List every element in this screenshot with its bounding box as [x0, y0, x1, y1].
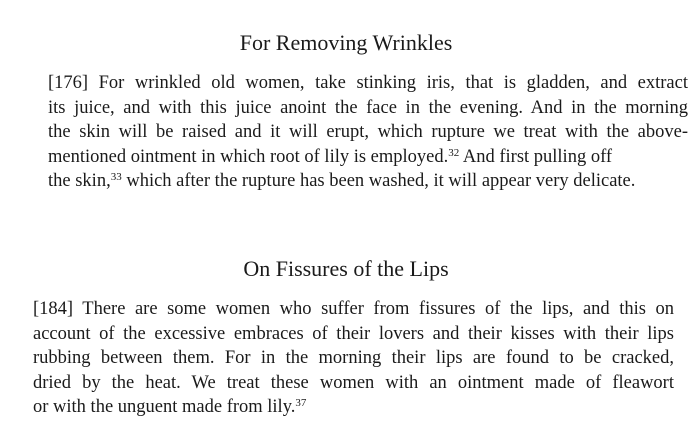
- section-heading-wrinkles: For Removing Wrinkles: [239, 30, 453, 55]
- line-text: And first pulling off: [459, 146, 613, 167]
- line-text: the skin,: [48, 171, 111, 191]
- paragraph-line: its juice, and with this juice anoint the face in the evening. And in the morning: [48, 97, 688, 118]
- paragraph-line: account of the excessive embraces of their lovers and their kisses with their lips: [33, 323, 674, 344]
- line-text: which after the rupture has been washed, it will appear very delicate.: [126, 171, 636, 191]
- section-heading-lips: On Fissures of the Lips: [243, 256, 449, 281]
- line-text: or with the unguent made from lily.: [33, 397, 296, 417]
- paragraph-lips: [33, 297, 674, 420]
- paragraph-line: dried by the heat. We treat these women with an ointment made of fleawort: [33, 372, 674, 393]
- paragraph-wrinkles: [48, 71, 688, 194]
- footnote-ref-32: 32: [448, 146, 460, 159]
- line-text: mentioned ointment in which root of lily is employed.: [48, 146, 449, 167]
- paragraph-line: rubbing between them. For in the morning their lips are found to be cracked,: [33, 348, 674, 368]
- paragraph-line: [184] There are some women who suffer from fissures of the lips, and this on: [33, 299, 674, 319]
- paragraph-line: [33, 395, 674, 420]
- paragraph-line: [176] For wrinkled old women, take stinking iris, that is gladden, and extract: [48, 73, 688, 93]
- footnote-ref-37: 37: [295, 397, 307, 409]
- paragraph-line: [48, 169, 688, 194]
- paragraph-line: [48, 145, 688, 170]
- footnote-ref-33: 33: [110, 171, 122, 183]
- paragraph-line: the skin will be raised and it will erupt, which rupture we treat with the above-: [48, 122, 688, 142]
